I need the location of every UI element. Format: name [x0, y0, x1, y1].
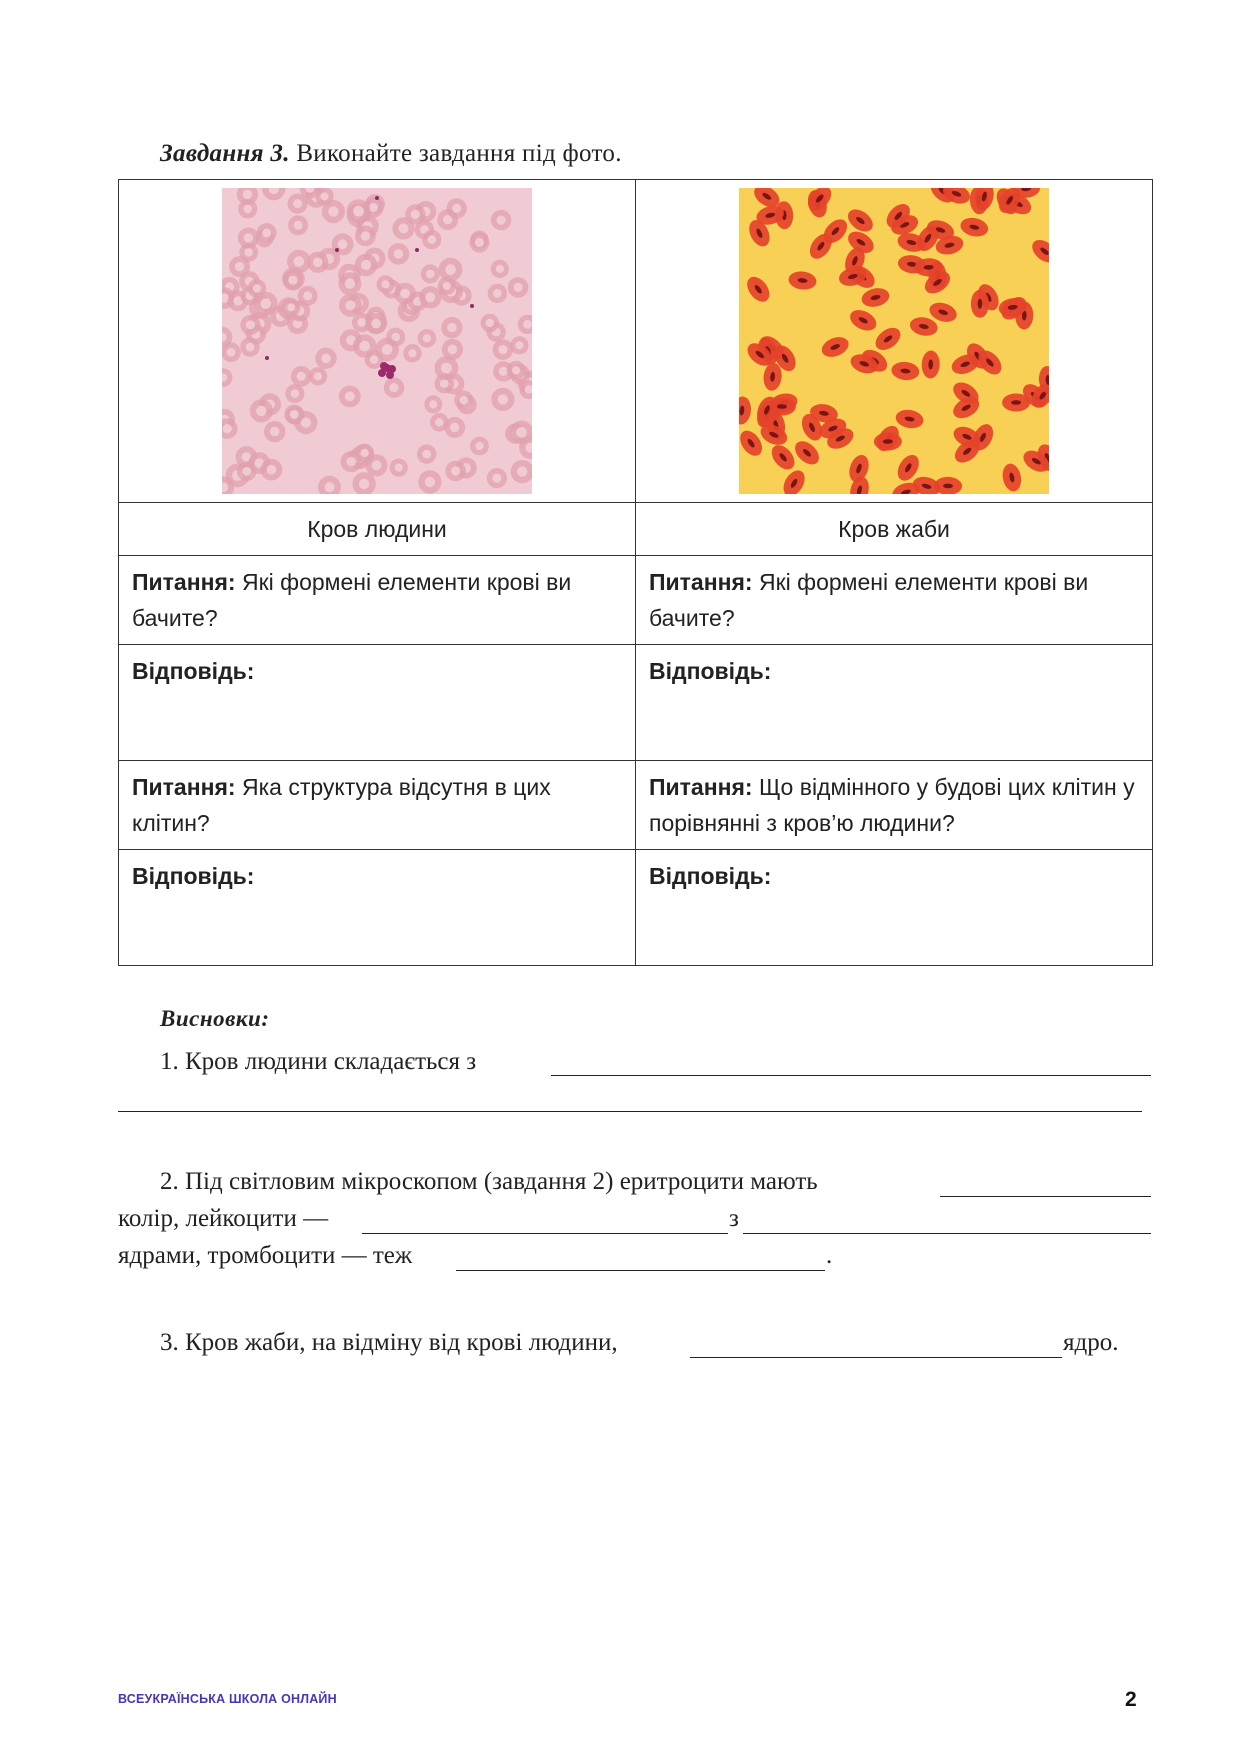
frog-blood-photo-cell	[636, 180, 1153, 503]
task-instruction: Виконайте завдання під фото.	[296, 140, 622, 167]
question-cell-2-right	[636, 761, 1153, 850]
conclusion-1-text: 1. Кров людини складається з	[160, 1048, 477, 1075]
conclusion-3-blank[interactable]	[690, 1357, 1062, 1358]
frog-blood-caption: Кров жаби	[636, 503, 1153, 556]
conclusion-2-text-d: ядрами, тромбоцити — теж	[118, 1242, 413, 1269]
question-label: Питання:	[132, 569, 236, 595]
worksheet-table	[118, 179, 1153, 966]
conclusion-1-blank-line-2[interactable]	[118, 1111, 1142, 1112]
answer-label: Відповідь:	[132, 863, 255, 889]
task-heading	[160, 140, 622, 168]
answer-cell-2-left[interactable]	[119, 850, 636, 966]
conclusion-2-text-e: .	[826, 1242, 833, 1269]
conclusion-2-text-c: з	[729, 1205, 739, 1232]
human-blood-caption: Кров людини	[119, 503, 636, 556]
conclusion-3-text-b: ядро.	[1063, 1329, 1119, 1356]
conclusion-3-text-a: 3. Кров жаби, на відміну від крові людини,	[160, 1329, 618, 1356]
conclusion-2-text-b: колір, лейкоцити —	[118, 1205, 329, 1232]
question-text: Що відмінного у будові цих клітин у порівнянні з кров’ю людини?	[649, 774, 1135, 836]
task-number: Завдання 3.	[160, 140, 290, 167]
answer-cell-2-right[interactable]	[636, 850, 1153, 966]
answer-cell-1-left[interactable]	[119, 645, 636, 761]
conclusion-2-text-a: 2. Під світловим мікроскопом (завдання 2) еритроцити мають	[160, 1168, 818, 1195]
answer-label: Відповідь:	[649, 863, 772, 889]
question-text: Яка структура відсутня в цих клітин?	[132, 774, 551, 836]
conclusion-2-blank-nuclei[interactable]	[743, 1233, 1151, 1234]
question-text: Які формені елементи крові ви бачите?	[649, 569, 1089, 631]
question-cell-1-left	[119, 556, 636, 645]
question-label: Питання:	[132, 774, 236, 800]
conclusion-2-blank-leukocytes[interactable]	[362, 1233, 728, 1234]
human-blood-micrograph	[222, 188, 532, 494]
answer-label: Відповідь:	[649, 658, 772, 684]
human-blood-photo-cell	[119, 180, 636, 503]
conclusion-2-blank-platelets[interactable]	[456, 1270, 825, 1271]
conclusion-2-blank-color[interactable]	[940, 1196, 1151, 1197]
question-label: Питання:	[649, 569, 753, 595]
answer-label: Відповідь:	[132, 658, 255, 684]
conclusions-title: Висновки:	[160, 1006, 270, 1031]
frog-blood-micrograph	[739, 188, 1049, 494]
page-number: 2	[1125, 1688, 1137, 1711]
question-cell-1-right	[636, 556, 1153, 645]
footer-school-name: ВСЕУКРАЇНСЬКА ШКОЛА ОНЛАЙН	[118, 1692, 337, 1706]
question-text: Які формені елементи крові ви бачите?	[132, 569, 572, 631]
conclusion-1-blank[interactable]	[551, 1075, 1151, 1076]
question-cell-2-left	[119, 761, 636, 850]
answer-cell-1-right[interactable]	[636, 645, 1153, 761]
question-label: Питання:	[649, 774, 753, 800]
